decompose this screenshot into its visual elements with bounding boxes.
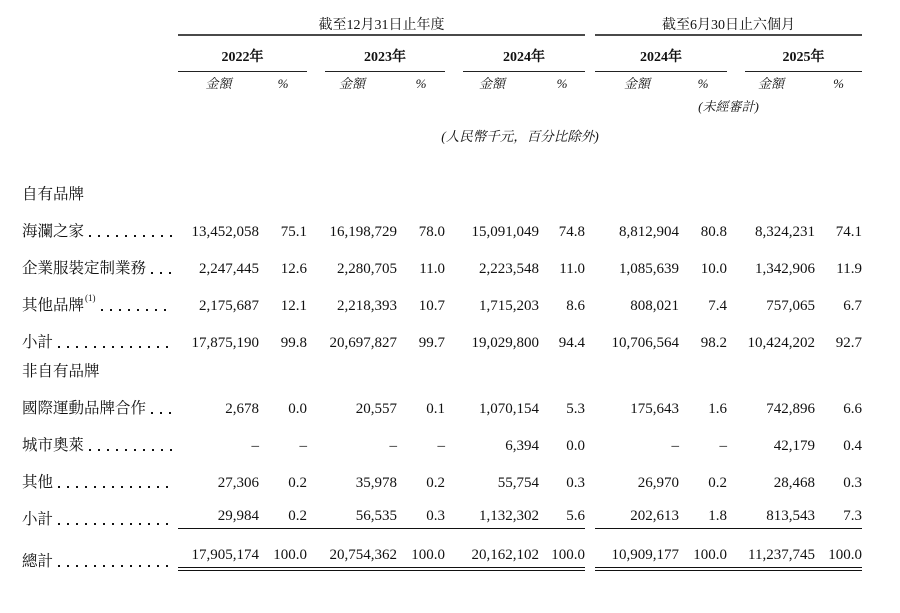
row-label: 其他 [22,474,54,491]
amount-cell: 8,812,904 [619,224,679,240]
amount-subheader: 金額 [205,76,232,91]
percent-cell: 10.0 [700,261,727,277]
percent-cell: 100.0 [259,547,307,571]
data-row-hla [22,204,862,241]
amount-subheader: 金額 [757,76,784,91]
amount-cell: 10,424,202 [747,335,815,351]
percent-cell: 74.8 [558,224,585,240]
row-label: 小計 [22,511,54,528]
percent-subheader: % [697,76,709,91]
amount-cell: 2,218,393 [337,298,397,314]
amount-cell: 28,468 [773,475,815,491]
percent-cell: 5.3 [566,401,585,417]
year-column-2025: 2025年 [745,36,862,72]
percent-cell: 100.0 [397,547,445,571]
percent-cell: 8.6 [566,298,585,314]
percent-cell: 94.4 [558,335,585,351]
amount-cell: 20,754,362 [307,547,397,571]
percent-cell: 11.9 [836,261,862,277]
period-group-interim: 截至6月30日止六個月 [595,14,862,35]
amount-cell: 20,697,827 [329,335,397,351]
percent-cell: 74.1 [835,224,862,240]
amount-cell: 2,678 [225,401,259,417]
percent-subheader: % [415,76,427,91]
percent-cell: 99.7 [418,335,445,351]
percent-cell: 12.6 [280,261,307,277]
row-label: 城市奧萊 [22,437,85,454]
percent-subheader: % [556,76,568,91]
row-label: 其他品牌 [22,297,85,314]
percent-cell: 1.6 [708,401,727,417]
percent-subheader: % [833,76,844,91]
amount-cell: 1,085,639 [619,261,679,277]
amount-cell: 2,223,548 [479,261,539,277]
row-label: 國際運動品牌合作 [22,400,147,417]
amount-cell: 42,179 [773,438,815,454]
currency-note-row [22,118,862,152]
period-group-row [22,14,862,35]
amount-cell: 808,021 [630,298,679,314]
percent-cell: 98.2 [700,335,727,351]
dot-leader [89,449,173,451]
percent-cell: 75.1 [280,224,307,240]
percent-cell: 11.0 [419,261,445,277]
year-column-2023: 2023年 [325,36,445,72]
unaudited-note-row [22,92,862,118]
percent-cell: 0.2 [708,475,727,491]
percent-cell: 12.1 [280,298,307,314]
percent-cell: 7.4 [708,298,727,314]
amount-cell: 813,543 [727,508,815,529]
percent-cell: 1.8 [679,508,727,529]
row-label: 小計 [22,334,54,351]
revenue-breakdown-table [22,14,862,571]
amount-cell: 2,175,687 [199,298,259,314]
percent-cell: 0.1 [426,401,445,417]
year-column-2024-interim: 2024年 [595,36,727,72]
percent-cell: 0.2 [426,475,445,491]
unaudited-note: (未經審計) [698,98,759,114]
amount-cell: 1,715,203 [479,298,539,314]
percent-cell: 0.0 [566,438,585,454]
amount-cell: 175,643 [630,401,679,417]
amount-cell: 17,875,190 [191,335,259,351]
data-row-others [22,455,862,492]
year-header-row [22,35,862,72]
data-row-corporate-apparel [22,241,862,278]
dot-leader [151,412,173,414]
subtotal-row-non-own-brands [22,492,862,529]
dot-leader [58,565,173,567]
amount-cell: – [671,438,679,454]
total-row [22,529,862,571]
subtotal-row-own-brands [22,315,862,352]
amount-subheader: 金額 [478,76,505,91]
currency-note: (人民幣千元，百分比除外) [441,129,599,144]
amount-cell: 10,706,564 [611,335,679,351]
percent-cell: 80.8 [700,224,727,240]
amount-cell: 20,162,102 [445,547,539,571]
amount-cell: 10,909,177 [595,547,679,571]
row-label: 海瀾之家 [22,223,85,240]
percent-subheader: % [277,76,289,91]
percent-cell: 0.2 [288,475,307,491]
data-row-city-outlets [22,418,862,455]
section-row-non-own-brands [22,352,862,381]
amount-cell: 13,452,058 [191,224,259,240]
percent-cell: – [437,438,445,454]
amount-cell: 2,280,705 [337,261,397,277]
amount-cell: 27,306 [217,475,259,491]
amount-cell: – [251,438,259,454]
data-row-international-sports [22,381,862,418]
percent-cell: – [299,438,307,454]
amount-cell: 55,754 [497,475,539,491]
amount-cell: 6,394 [505,438,539,454]
dot-leader [89,235,173,237]
percent-cell: 0.4 [843,438,862,454]
percent-cell: 0.2 [259,508,307,529]
amount-cell: 202,613 [595,508,679,529]
amount-cell: 1,342,906 [755,261,815,277]
amount-cell: 742,896 [766,401,815,417]
percent-cell: 100.0 [679,547,727,571]
amount-cell: 20,557 [355,401,397,417]
percent-cell: 6.6 [843,401,862,417]
dot-leader [58,486,173,488]
percent-cell: 100.0 [815,547,862,571]
amount-cell: – [389,438,397,454]
amount-cell: 1,070,154 [479,401,539,417]
dot-leader [151,272,173,274]
percent-cell: 78.0 [418,224,445,240]
amount-cell: 15,091,049 [471,224,539,240]
row-label: 總計 [22,553,54,570]
subheader-row [22,72,862,92]
amount-cell: 19,029,800 [471,335,539,351]
dot-leader [58,346,173,348]
percent-cell: 6.7 [843,298,862,314]
year-column-2024: 2024年 [463,36,585,72]
amount-cell: 35,978 [355,475,397,491]
footnote-marker: (1) [85,293,96,303]
percent-cell: 92.7 [835,335,862,351]
amount-cell: 1,132,302 [445,508,539,529]
amount-cell: 17,905,174 [178,547,259,571]
percent-cell: 0.3 [843,475,862,491]
percent-cell: 0.3 [397,508,445,529]
percent-cell: 100.0 [539,547,585,571]
amount-subheader: 金額 [623,76,650,91]
section-label: 非自有品牌 [22,363,100,380]
dot-leader [101,309,173,311]
percent-cell: – [719,438,727,454]
row-label: 企業服裝定制業務 [22,260,147,277]
amount-cell: 757,065 [766,298,815,314]
amount-subheader: 金額 [338,76,365,91]
section-label: 自有品牌 [22,186,85,203]
data-row-other-brands [22,278,862,315]
amount-cell: 11,237,745 [727,547,815,571]
percent-cell: 5.6 [539,508,585,529]
amount-cell: 56,535 [307,508,397,529]
percent-cell: 0.0 [288,401,307,417]
amount-cell: 29,984 [178,508,259,529]
percent-cell: 7.3 [815,508,862,529]
year-column-2022: 2022年 [178,36,307,72]
percent-cell: 99.8 [280,335,307,351]
amount-cell: 26,970 [637,475,679,491]
percent-cell: 0.3 [566,475,585,491]
period-group-annual: 截至12月31日止年度 [178,14,585,35]
amount-cell: 16,198,729 [329,224,397,240]
percent-cell: 10.7 [418,298,445,314]
amount-cell: 2,247,445 [199,261,259,277]
dot-leader [58,523,173,525]
percent-cell: 11.0 [559,261,585,277]
amount-cell: 8,324,231 [755,224,815,240]
section-row-own-brands [22,152,862,204]
